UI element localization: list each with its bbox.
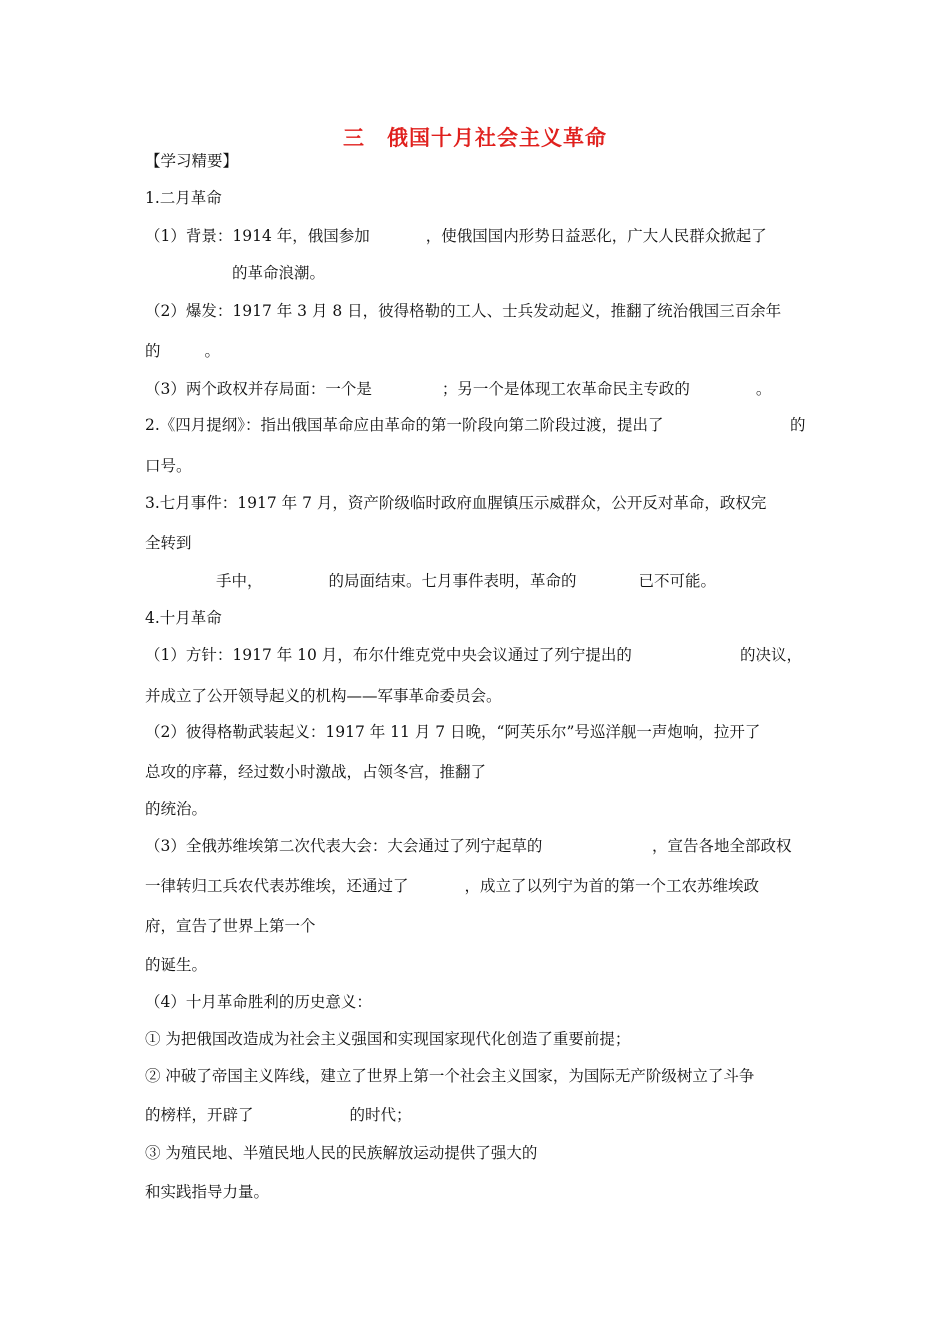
text-segment: 已不可能。 bbox=[638, 572, 717, 590]
paragraph-line: 的革命浪潮。 bbox=[232, 264, 326, 282]
paragraph-line: （2）彼得格勒武装起义：1917 年 11 月 7 日晚，“阿芙乐尔”号巡洋舰一声炮响，拉开了 bbox=[145, 723, 761, 741]
list-item bbox=[145, 1105, 412, 1125]
paragraph-line: ，宣告各地全部政权 bbox=[652, 837, 792, 855]
paragraph-line: （1）方针：1917 年 10 月，布尔什维克党中央会议通过了列宁提出的 bbox=[145, 646, 632, 664]
paragraph-line bbox=[216, 571, 716, 591]
heading-february-revolution: 1.二月革命 bbox=[145, 189, 222, 207]
paragraph-line: 口号。 bbox=[145, 457, 192, 475]
list-item: ② 冲破了帝国主义阵线，建立了世界上第一个社会主义国家，为国际无产阶级树立了斗争 bbox=[145, 1067, 755, 1085]
section-header: 【学习精要】 bbox=[145, 152, 239, 170]
paragraph-line: （2）爆发：1917 年 3 月 8 日，彼得格勒的工人、士兵发动起义，推翻了统治俄国三百余年 bbox=[145, 302, 782, 320]
paragraph-line: 的诞生。 bbox=[145, 956, 208, 974]
text-segment: 的局面结束。七月事件表明，革命的 bbox=[328, 572, 577, 590]
text-segment: ，使俄国国内形势日益恶化，广大人民群众掀起了 bbox=[425, 227, 767, 245]
text-segment: 一律转归工兵农代表苏维埃，还通过了 bbox=[145, 877, 409, 895]
text-segment: 的时代； bbox=[349, 1106, 412, 1124]
paragraph-line: （3）全俄苏维埃第二次代表大会：大会通过了列宁起草的 bbox=[145, 837, 543, 855]
heading-october-revolution: 4.十月革命 bbox=[145, 609, 222, 627]
list-item: ① 为把俄国改造成为社会主义强国和实现国家现代化创造了重要前提； bbox=[145, 1030, 631, 1048]
text-segment: 的榜样，开辟了 bbox=[145, 1106, 254, 1124]
paragraph-line: 的 bbox=[790, 416, 806, 434]
paragraph-line: 3.七月事件：1917 年 7 月，资产阶级临时政府血腥镇压示威群众，公开反对革命，政权完 bbox=[145, 494, 767, 512]
paragraph-line: 总攻的序幕，经过数小时激战，占领冬宫，推翻了 bbox=[145, 763, 487, 781]
paragraph-line bbox=[145, 379, 771, 399]
page-title: 三 俄国十月社会主义革命 bbox=[343, 125, 607, 150]
paragraph-line: （4）十月革命胜利的历史意义： bbox=[145, 993, 372, 1011]
text-segment: 手中， bbox=[216, 572, 263, 590]
paragraph-line bbox=[145, 341, 220, 361]
text-segment: （3）两个政权并存局面：一个是 bbox=[145, 380, 372, 398]
paragraph-line: 的决议， bbox=[740, 646, 803, 664]
text-segment: ，成立了以列宁为首的第一个工农苏维埃政 bbox=[464, 877, 760, 895]
paragraph-line: 府，宣告了世界上第一个 bbox=[145, 917, 316, 935]
text-segment: ；另一个是体现工农革命民主专政的 bbox=[441, 380, 690, 398]
paragraph-line: 全转到 bbox=[145, 534, 192, 552]
text-segment: 。 bbox=[755, 380, 772, 398]
text-segment: （1）背景：1914 年，俄国参加 bbox=[145, 227, 370, 245]
paragraph-line bbox=[145, 876, 759, 896]
paragraph-line: 并成立了公开领导起义的机构——军事革命委员会。 bbox=[145, 687, 502, 705]
list-item: ③ 为殖民地、半殖民地人民的民族解放运动提供了强大的 bbox=[145, 1144, 538, 1162]
paragraph-line bbox=[145, 226, 767, 246]
list-item: 和实践指导力量。 bbox=[145, 1183, 270, 1201]
paragraph-line: 2.《四月提纲》：指出俄国革命应由革命的第一阶段向第二阶段过渡，提出了 bbox=[145, 416, 664, 434]
paragraph-line: 的统治。 bbox=[145, 800, 208, 818]
text-segment: 的 bbox=[145, 342, 161, 360]
text-segment: 。 bbox=[204, 342, 221, 360]
